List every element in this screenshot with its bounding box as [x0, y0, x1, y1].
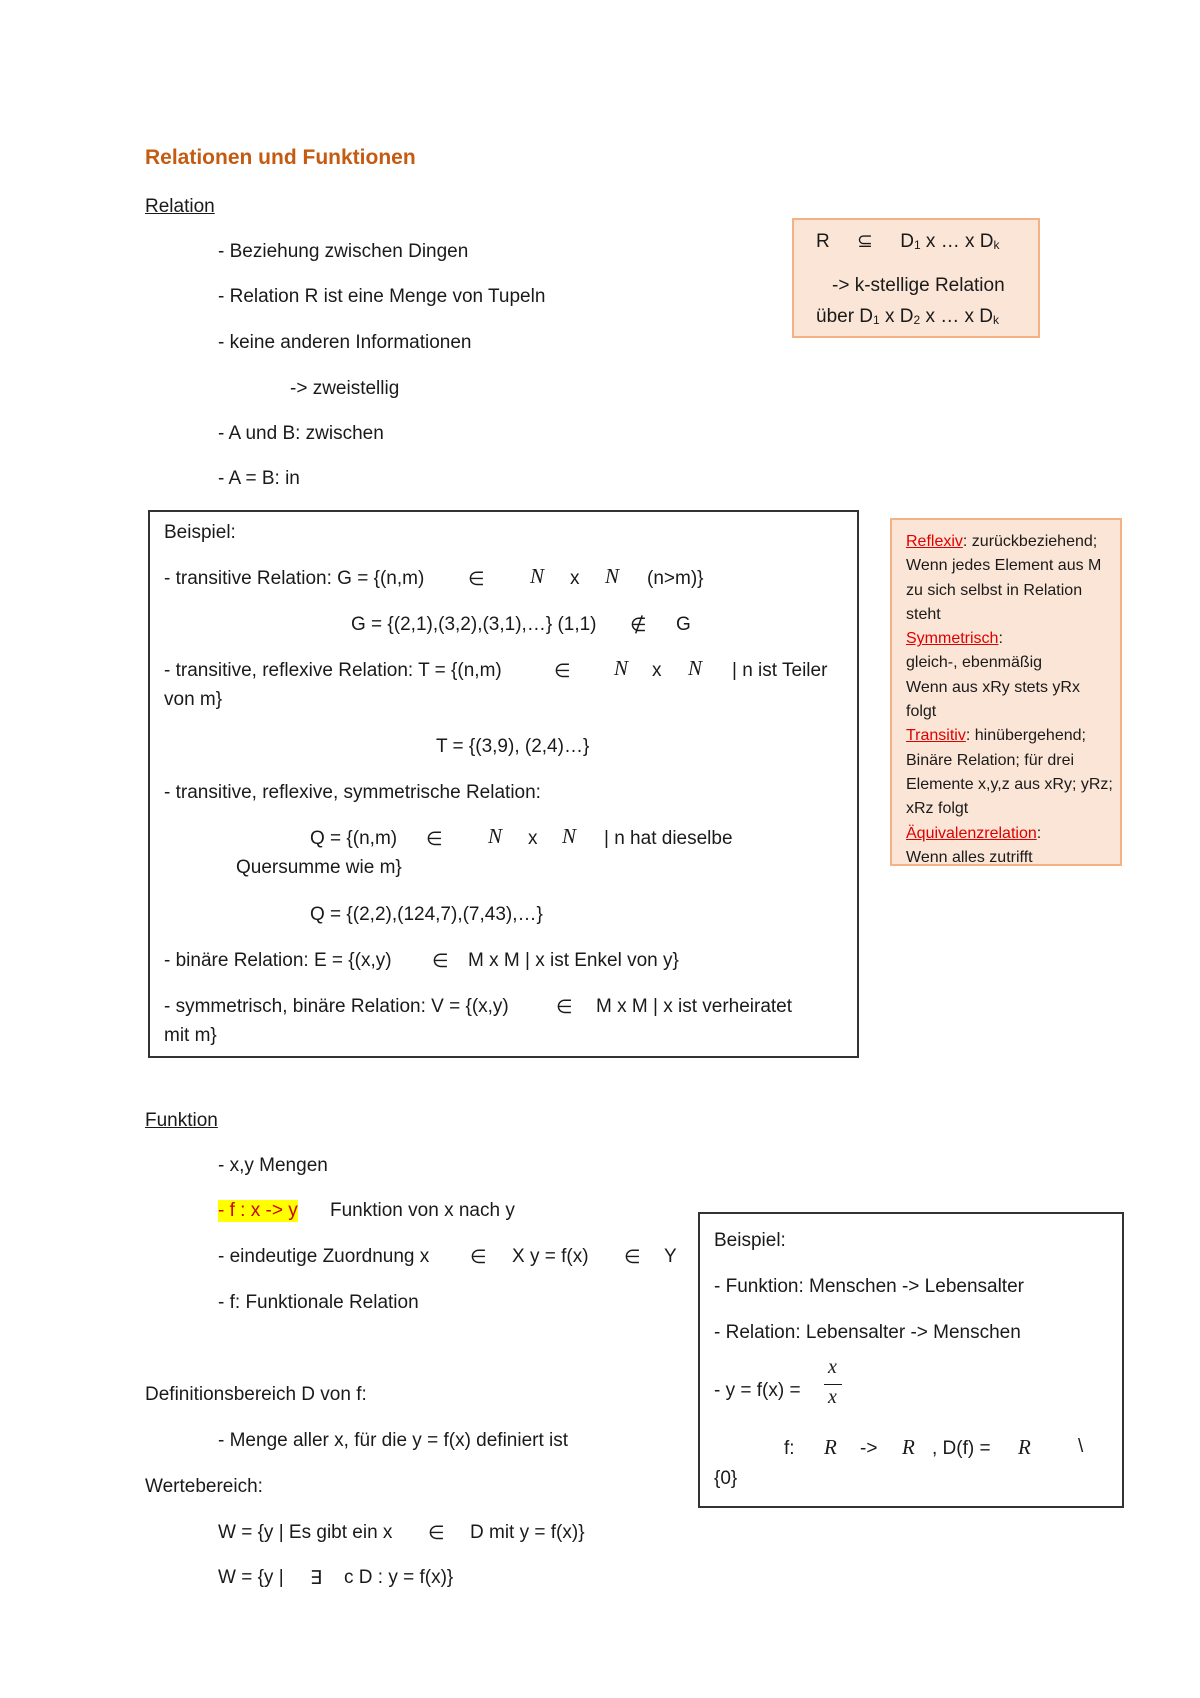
- wertebereich-heading: Wertebereich:: [145, 1476, 263, 1497]
- element-symbol: ∈: [554, 661, 571, 682]
- element-symbol: ∈: [428, 1523, 445, 1544]
- term-aequivalenzrelation: Äquivalenzrelation: [906, 824, 1037, 842]
- domain-first: D: [900, 231, 914, 252]
- term-symmetrisch: Symmetrisch: [906, 630, 999, 648]
- example-line: Quersumme wie m}: [236, 857, 402, 878]
- example-line: mit m}: [164, 1025, 217, 1046]
- domain-rest: x … x D: [925, 231, 994, 252]
- definition-line: Binäre Relation; für drei: [906, 751, 1075, 769]
- funktion-item: W = {y | Es gibt ein x: [218, 1522, 393, 1543]
- example-label: Beispiel:: [164, 522, 236, 543]
- example-line: - y = f(x) =: [714, 1380, 801, 1401]
- example-box-relations: [148, 510, 859, 1058]
- example-line: - Funktion: Menschen -> Lebensalter: [714, 1276, 1024, 1297]
- fraction-bar: [824, 1384, 842, 1385]
- relation-symbol: R: [816, 231, 830, 252]
- element-symbol: ∈: [556, 997, 573, 1018]
- relation-heading: Relation: [145, 196, 215, 217]
- cross-symbol: x: [528, 828, 538, 849]
- example-line: - transitive, reflexive, symmetrische Relation:: [164, 782, 541, 803]
- definition-line: Wenn alles zutrifft: [906, 848, 1033, 866]
- example-line: M x M | x ist Enkel von y}: [468, 950, 679, 971]
- relation-item: - A und B: zwischen: [218, 423, 384, 444]
- page-title: Relationen und Funktionen: [145, 146, 416, 169]
- function-label: f:: [784, 1438, 795, 1459]
- set-box-line: x D: [885, 306, 914, 327]
- funktion-item: X y = f(x): [512, 1246, 589, 1267]
- fraction-numerator: x: [828, 1356, 837, 1378]
- funktion-heading: Funktion: [145, 1110, 218, 1131]
- example-line: Q = {(2,2),(124,7),(7,43),…}: [310, 904, 543, 925]
- funktion-item: Funktion von x nach y: [330, 1200, 515, 1221]
- set-box-line: über D: [816, 306, 874, 327]
- example-line: (n>m)}: [647, 568, 704, 589]
- definition-line: steht: [906, 605, 941, 623]
- example-line: | n ist Teiler: [732, 660, 828, 681]
- natural-numbers-symbol: N: [688, 656, 703, 680]
- example-line: T = {(3,9), (2,4)…}: [436, 736, 590, 757]
- example-line: - transitive Relation: G = {(n,m): [164, 568, 425, 589]
- example-box-functions: [698, 1212, 1124, 1508]
- relation-subitem: -> zweistellig: [290, 378, 400, 399]
- element-symbol: ∈: [468, 569, 485, 590]
- set-name: Y: [664, 1246, 677, 1267]
- term-transitiv: Transitiv: [906, 727, 966, 745]
- example-line: Q = {(n,m): [310, 828, 398, 849]
- subscript: 1: [913, 238, 921, 252]
- not-element-symbol: ∉: [630, 615, 647, 636]
- definition-line: Wenn aus xRy stets yRx: [906, 678, 1080, 696]
- term-text: :: [1036, 824, 1042, 842]
- example-label: Beispiel:: [714, 1230, 786, 1251]
- funktion-highlight: - f : x -> y: [218, 1200, 298, 1221]
- definition-line: xRz folgt: [906, 800, 969, 818]
- definitions-box: [890, 518, 1122, 866]
- set-minus-symbol: \: [1078, 1436, 1084, 1457]
- example-line: - symmetrisch, binäre Relation: V = {(x,y): [164, 996, 509, 1017]
- relation-item: - keine anderen Informationen: [218, 332, 472, 353]
- domain-label: , D(f) =: [932, 1438, 991, 1459]
- relation-item: - Relation R ist eine Menge von Tupeln: [218, 286, 546, 307]
- funktion-item: c D : y = f(x)}: [344, 1567, 454, 1588]
- set-notation-box: [792, 218, 1040, 338]
- definition-line: folgt: [906, 703, 937, 721]
- definition-line: Wenn jedes Element aus M: [906, 557, 1102, 575]
- natural-numbers-symbol: N: [488, 824, 503, 848]
- funktion-item: W = {y |: [218, 1567, 284, 1588]
- real-numbers-symbol: R: [1018, 1435, 1031, 1459]
- element-symbol: ∈: [432, 951, 449, 972]
- set-box-line: -> k-stellige Relation: [832, 275, 1005, 296]
- definition-line: gleich-, ebenmäßig: [906, 654, 1043, 672]
- real-numbers-symbol: R: [902, 1435, 915, 1459]
- example-line: M x M | x ist verheiratet: [596, 996, 793, 1017]
- term-reflexiv: Reflexiv: [906, 533, 963, 550]
- term-text: : zurückbeziehend;: [962, 533, 1098, 550]
- subscript: 2: [913, 313, 921, 327]
- funktion-item: D mit y = f(x)}: [470, 1522, 585, 1543]
- funktion-item: - eindeutige Zuordnung x: [218, 1246, 430, 1267]
- subscript: k: [993, 313, 1000, 327]
- exists-symbol: ∃: [310, 1568, 323, 1589]
- example-line: - Relation: Lebensalter -> Menschen: [714, 1322, 1021, 1343]
- set-name: G: [676, 614, 691, 635]
- natural-numbers-symbol: N: [614, 656, 629, 680]
- example-line: von m}: [164, 689, 223, 710]
- set-box-line: x … x D: [925, 306, 994, 327]
- element-symbol: ∈: [470, 1247, 487, 1268]
- natural-numbers-symbol: N: [562, 824, 577, 848]
- natural-numbers-symbol: N: [530, 564, 545, 588]
- real-numbers-symbol: R: [824, 1435, 837, 1459]
- definitionsbereich-heading: Definitionsbereich D von f:: [145, 1384, 367, 1405]
- term-text: :: [998, 630, 1003, 648]
- example-line: | n hat dieselbe: [604, 828, 733, 849]
- example-line: {0}: [714, 1468, 738, 1489]
- cross-symbol: x: [652, 660, 662, 681]
- definition-line: zu sich selbst in Relation: [906, 581, 1083, 599]
- subscript: k: [993, 238, 1000, 252]
- funktion-item: - f: Funktionale Relation: [218, 1292, 419, 1313]
- natural-numbers-symbol: N: [605, 564, 620, 588]
- funktion-item: - Menge aller x, für die y = f(x) definiert ist: [218, 1430, 569, 1451]
- term-text: : hinübergehend;: [965, 727, 1086, 745]
- subscript: 1: [873, 313, 880, 327]
- relation-item: - A = B: in: [218, 468, 300, 489]
- subset-symbol: ⊆: [857, 231, 873, 252]
- element-symbol: ∈: [426, 829, 443, 850]
- definition-line: Elemente x,y,z aus xRy; yRz;: [906, 775, 1113, 793]
- cross-symbol: x: [570, 568, 580, 589]
- funktion-item: - x,y Mengen: [218, 1155, 328, 1176]
- example-line: G = {(2,1),(3,2),(3,1),…} (1,1): [351, 614, 597, 635]
- relation-item: - Beziehung zwischen Dingen: [218, 241, 469, 262]
- fraction-denominator: x: [828, 1386, 837, 1408]
- arrow-symbol: ->: [860, 1438, 878, 1459]
- example-line: - binäre Relation: E = {(x,y): [164, 950, 392, 971]
- element-symbol: ∈: [624, 1247, 641, 1268]
- example-line: - transitive, reflexive Relation: T = {(n,m): [164, 660, 502, 681]
